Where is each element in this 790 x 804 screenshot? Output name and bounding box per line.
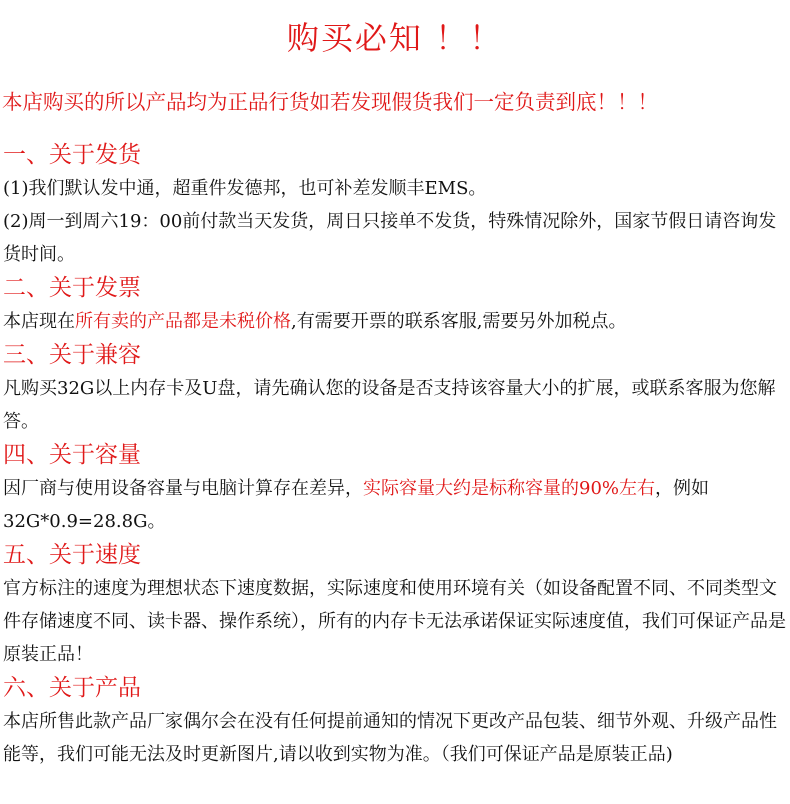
text-normal: 因厂商与使用设备容量与电脑计算存在差异，	[3, 478, 363, 499]
section-invoice	[3, 271, 787, 338]
intro-statement: 本店购买的所以产品均为正品行货如若发现假货我们一定负责到底！！！	[2, 90, 658, 114]
section-heading: 三、关于兼容	[3, 342, 141, 368]
section-product	[3, 671, 787, 771]
text-highlight: 实际容量大约是标称容量的90%左右	[363, 478, 656, 499]
section-heading: 五、关于速度	[3, 542, 141, 568]
section-compatibility	[3, 338, 787, 438]
section-heading: 二、关于发票	[3, 275, 141, 301]
text-highlight: 所有卖的产品都是未税价格	[75, 311, 291, 332]
page-title: 购买必知 ！！	[286, 19, 504, 57]
section-heading: 一、关于发货	[3, 142, 141, 168]
section-text: 官方标注的速度为理想状态下速度数据，实际速度和使用环境有关（如设备配置不同、不同类型文件存储速度不同、读卡器、操作系统），所有的内存卡无法承诺保证实际速度值，我们可保证产品是原装正品！	[3, 578, 786, 665]
section-line: (2)周一到周六19：00前付款当天发货，周日只接单不发货，特殊情况除外，国家节假日请咨询发货时间。	[3, 211, 777, 265]
section-shipping	[3, 138, 787, 271]
section-text: 本店所售此款产品厂家偶尔会在没有任何提前通知的情况下更改产品包装、细节外观、升级产品性能等，我们可能无法及时更新图片,请以收到实物为准。（我们可保证产品是原装正品)	[3, 711, 777, 765]
section-heading: 六、关于产品	[3, 675, 141, 701]
text-normal: ,有需要开票的联系客服,需要另外加税点。	[291, 311, 627, 332]
section-text	[3, 472, 787, 538]
section-line: (1)我们默认发中通，超重件发德邦，也可补差发顺丰EMS。	[3, 178, 487, 199]
text-normal: ，例如32G*0.9=28.8G。	[3, 478, 710, 532]
notice-content	[3, 138, 787, 771]
text-normal: 本店现在	[3, 311, 75, 332]
section-text	[3, 305, 787, 338]
section-speed	[3, 538, 787, 671]
section-text: 凡购买32G以上内存卡及U盘，请先确认您的设备是否支持该容量大小的扩展，或联系客服为您解答。	[3, 378, 776, 432]
section-heading: 四、关于容量	[3, 442, 141, 468]
section-capacity	[3, 438, 787, 538]
